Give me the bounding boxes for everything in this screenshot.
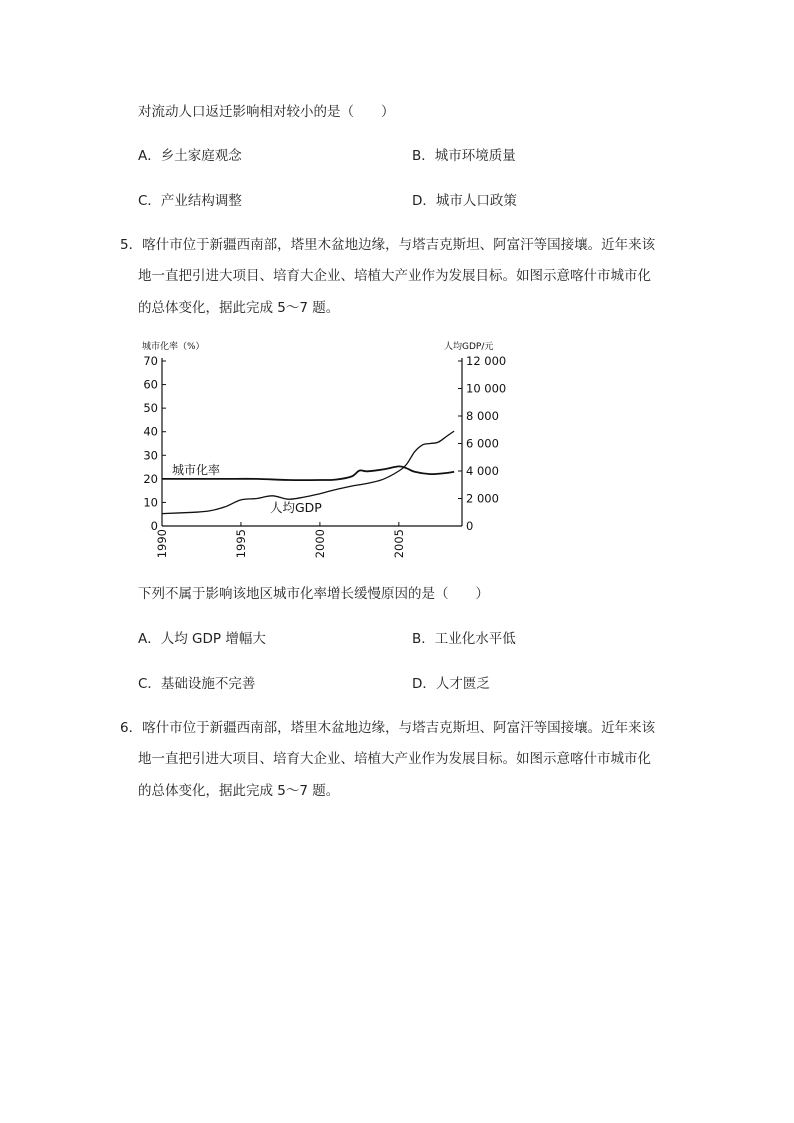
left-tick-label: 70	[143, 354, 158, 368]
right-tick-label: 12 000	[466, 354, 507, 368]
series-label-gdp: 人均GDP	[270, 500, 322, 515]
left-tick-label: 10	[143, 495, 158, 510]
right-tick-label: 8 000	[466, 409, 499, 423]
x-tick-label: 2000	[312, 529, 327, 559]
q6-stem-line2: 地一直把引进大项目、培育大企业、培植大产业作为发展目标。如图示意喀什市城市化	[138, 751, 651, 767]
x-tick-label: 1995	[233, 529, 248, 559]
q4-option-b[interactable]: B．城市环境质量	[412, 148, 516, 164]
q6-stem-line1: 6．喀什市位于新疆西南部，塔里木盆地边缘，与塔吉克斯坦、阿富汗等国接壤。近年来该	[120, 720, 656, 736]
chart-ticks	[143, 354, 506, 558]
q5-stem-line2: 地一直把引进大项目、培育大企业、培植大产业作为发展目标。如图示意喀什市城市化	[138, 268, 651, 284]
right-tick-label: 4 000	[466, 464, 499, 478]
right-tick-label: 0	[466, 519, 474, 533]
q4-option-a[interactable]: A．乡土家庭观念	[138, 148, 242, 164]
right-tick-label: 6 000	[466, 436, 499, 451]
left-tick-label: 50	[143, 401, 158, 416]
left-tick-label: 60	[143, 377, 158, 392]
left-axis-label: 城市化率（%）	[142, 342, 205, 352]
left-tick-label: 20	[143, 471, 158, 486]
x-tick-label: 1990	[155, 529, 169, 559]
x-tick-label: 2005	[391, 529, 406, 559]
right-tick-label: 2 000	[466, 491, 499, 506]
left-tick-label: 40	[143, 424, 158, 439]
q4-option-c[interactable]: C．产业结构调整	[138, 193, 242, 209]
right-axis-label: 人均GDP/元	[444, 342, 494, 352]
q4-stem: 对流动人口返迁影响相对较小的是（ ）	[138, 104, 395, 120]
left-tick-label: 0	[150, 519, 158, 533]
left-tick-label: 30	[143, 448, 158, 463]
q5-question: 下列不属于影响该地区城市化率增长缓慢原因的是（ ）	[138, 586, 489, 602]
q5-stem-line3: 的总体变化，据此完成 5～7 题。	[138, 300, 340, 316]
q5-option-a[interactable]: A．人均 GDP 增幅大	[138, 631, 266, 647]
q5-option-d[interactable]: D．人才匮乏	[412, 676, 490, 692]
q6-stem-line3: 的总体变化，据此完成 5～7 题。	[138, 783, 340, 799]
urbanization-gdp-chart	[138, 336, 510, 562]
q4-option-d[interactable]: D．城市人口政策	[412, 193, 517, 209]
q5-option-b[interactable]: B．工业化水平低	[412, 631, 516, 647]
q5-option-c[interactable]: C．基础设施不完善	[138, 676, 256, 692]
right-tick-label: 10 000	[466, 381, 507, 396]
q5-stem-line1: 5．喀什市位于新疆西南部，塔里木盆地边缘，与塔吉克斯坦、阿富汗等国接壤。近年来该	[120, 237, 656, 253]
series-label-urbanization: 城市化率	[172, 463, 221, 477]
